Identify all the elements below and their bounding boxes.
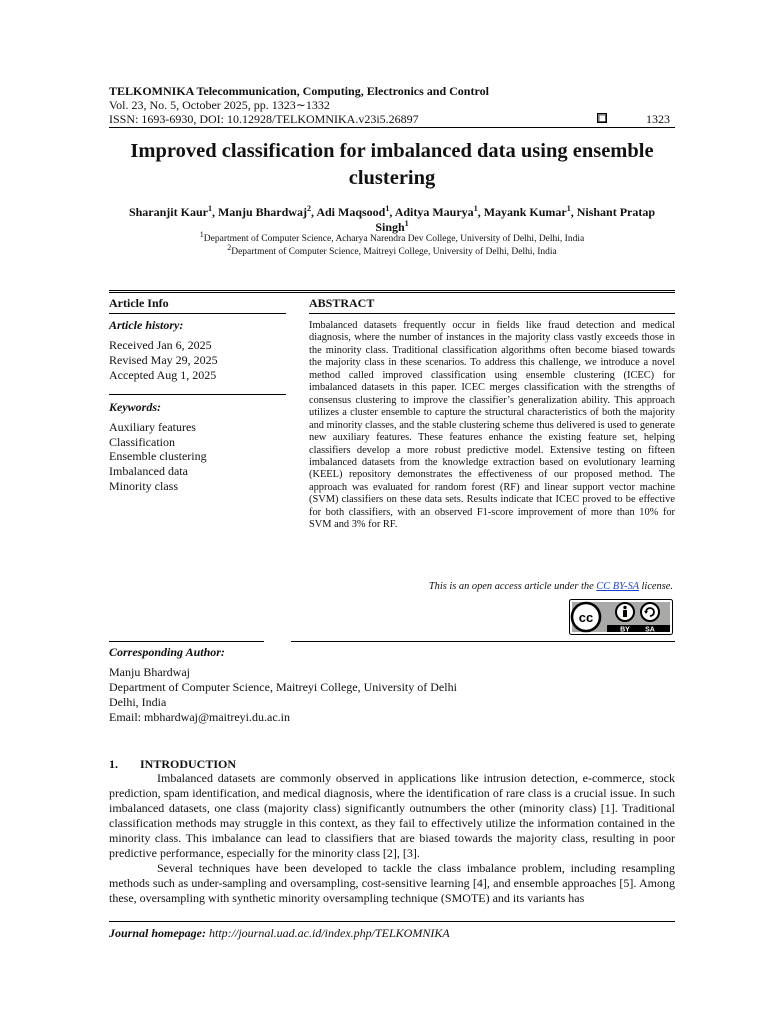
author-aff: 2 bbox=[306, 204, 311, 213]
keywords-label: Keywords: bbox=[109, 400, 161, 414]
license-prefix: This is an open access article under the bbox=[428, 581, 594, 592]
footer-rule bbox=[109, 921, 675, 922]
abstract-text: Imbalanced datasets frequently occur in fields like fraud detection and medical diagnosis, where the number of instances in the majority class vastly exceeds those in the minority class. Traditional classification algorithms often become biased towards the majority class in these scenarios. To address this challenge, we introduce a novel method called improved classification using ensemble clustering (ICEC) for imbalanced datasets in this paper. ICEC merges classification with the strengths of consensus clustering to improve the classifier’s generalization ability. This approach utilizes a cluster ensemble to capture the structural characteristics of both the majority and minority classes, and the stable clustering scheme thus delivered is used to generate new auxiliary features. These features enhance the existing feature set, helping classifiers develop a more robust predictive model. Extensive testing on fifteen imbalanced datasets from the knowledge extraction based on evolutionary learning (KEEL) repository demonstrates the effectiveness of our proposed method. The approach was evaluated for random forest (RF) and linear support vector machine (SVM) classifiers on these data sets. Results indicate that ICEC proved to be effective for both classifiers, with an observed F1-score improvement of more than 10% for SVM and 3% for RF. bbox=[309, 320, 675, 531]
corresponding-dept: Department of Computer Science, Maitreyi College, University of Delhi bbox=[109, 680, 457, 694]
homepage-url[interactable]: http://journal.uad.ac.id/index.php/TELKOMNIKA bbox=[209, 926, 450, 940]
revised-date: Revised May 29, 2025 bbox=[109, 353, 218, 367]
corresponding-label: Corresponding Author: bbox=[109, 645, 225, 659]
author-name: Adi Maqsood bbox=[316, 205, 386, 219]
section-number: 1. bbox=[109, 757, 118, 771]
info-top-rule bbox=[109, 290, 675, 291]
affiliation-1 bbox=[109, 229, 675, 244]
author-list: Sharanjit Kaur$^1$, Manju Bhardwaj$^2$, Adi Maqsood$^1$, Aditya Maurya$^1$, Mayank Kumar$^1$, Nishant Pratap Singh$^1$ bbox=[128, 204, 656, 234]
license-suffix: license. bbox=[641, 581, 673, 592]
author-aff: 1 bbox=[473, 204, 478, 213]
article-info-heading: Article Info bbox=[109, 296, 169, 310]
corresponding-email[interactable]: Email: mbhardwaj@maitreyi.du.ac.in bbox=[109, 710, 290, 724]
license-line bbox=[400, 581, 673, 592]
cc-by-sa-badge[interactable] bbox=[569, 599, 673, 635]
corresponding-location: Delhi, India bbox=[109, 695, 167, 709]
author-name: Manju Bhardwaj bbox=[217, 205, 307, 219]
sa-icon bbox=[641, 603, 659, 621]
intro-paragraph-2 bbox=[109, 861, 675, 906]
header-rule bbox=[109, 127, 675, 128]
keywords-rule bbox=[109, 394, 286, 395]
issn-doi: ISSN: 1693-6930, DOI: 10.12928/TELKOMNIKA.v23i5.26897 bbox=[109, 112, 419, 126]
keyword-item: Imbalanced data bbox=[109, 464, 188, 478]
paragraph-text: Several techniques have been developed to tackle the class imbalance problem, including resampling methods such as under-sampling and oversampling, cost-sensitive learning [4], and ensemble approaches [5]. Among these, oversampling with synthetic minority oversampling technique (SMOTE) and its variants has bbox=[109, 861, 675, 905]
journal-name: TELKOMNIKA Telecommunication, Computing, Electronics and Control bbox=[109, 84, 489, 98]
abstract-rule bbox=[309, 313, 675, 314]
keyword-item: Ensemble clustering bbox=[109, 449, 207, 463]
author-name: Sharanjit Kaur bbox=[128, 205, 208, 219]
journal-homepage bbox=[109, 926, 450, 941]
author-name: Aditya Maurya bbox=[394, 205, 474, 219]
affiliation-text: Department of Computer Science, Maitreyi College, University of Delhi, Delhi, India bbox=[231, 247, 557, 257]
cc-icon bbox=[572, 603, 600, 631]
by-icon bbox=[616, 603, 634, 621]
badge-sa-label: SA bbox=[645, 626, 655, 634]
author-aff: 1 bbox=[385, 204, 390, 213]
keyword-item: Auxiliary features bbox=[109, 420, 196, 434]
homepage-label: Journal homepage: bbox=[109, 926, 207, 940]
info-rule bbox=[109, 313, 286, 314]
square-icon bbox=[597, 112, 607, 127]
corresponding-name: Manju Bhardwaj bbox=[109, 665, 190, 679]
intro-paragraph-1 bbox=[109, 771, 675, 861]
badge-by-label: BY bbox=[620, 626, 630, 634]
affiliation-number: 2 bbox=[227, 242, 232, 252]
affiliation-2 bbox=[109, 242, 675, 257]
info-top-rule-2 bbox=[109, 292, 675, 293]
affiliation-number: 1 bbox=[199, 229, 204, 239]
author-name: Mayank Kumar bbox=[483, 205, 567, 219]
history-label: Article history: bbox=[109, 318, 184, 332]
author-aff: 1 bbox=[404, 219, 409, 228]
author-name: Nishant Pratap Singh bbox=[375, 205, 656, 234]
paragraph-text: Imbalanced datasets are commonly observed in applications like intrusion detection, e-commerce, stock prediction, spam identification, and medical diagnosis, where the identification of rare class is a crucial issue. In such imbalanced datasets, one class (majority class) significantly outnumbers the other (minority class) [1]. Traditional classification methods may struggle in this context, as they fail to effectively utilize the information contained in the minority class. This imbalance can lead to classifiers that are biased towards the majority class, resulting in poor predictive performance, especially for the minority class [2], [3]. bbox=[109, 771, 675, 860]
corr-rule-right bbox=[291, 641, 675, 642]
affiliation-text: Department of Computer Science, Acharya Narendra Dev College, University of Delhi, Delhi, India bbox=[203, 234, 585, 244]
author-aff: 1 bbox=[566, 204, 571, 213]
received-date: Received Jan 6, 2025 bbox=[109, 338, 212, 352]
corr-rule bbox=[109, 641, 264, 642]
accepted-date: Accepted Aug 1, 2025 bbox=[109, 368, 217, 382]
license-link[interactable]: CC BY-SA bbox=[596, 581, 639, 592]
page-number: 1323 bbox=[646, 112, 670, 126]
keyword-item: Classification bbox=[109, 435, 175, 449]
paper-title: Improved classification for imbalanced data using ensemble clustering bbox=[130, 140, 654, 189]
abstract-heading: ABSTRACT bbox=[309, 296, 375, 310]
section-title: INTRODUCTION bbox=[140, 757, 237, 771]
volume-info: Vol. 23, No. 5, October 2025, pp. 1323∼1332 bbox=[109, 98, 330, 112]
svg-text:cc: cc bbox=[578, 610, 594, 625]
author-aff: 1 bbox=[207, 204, 212, 213]
keyword-item: Minority class bbox=[109, 479, 178, 493]
section-heading bbox=[109, 757, 236, 772]
